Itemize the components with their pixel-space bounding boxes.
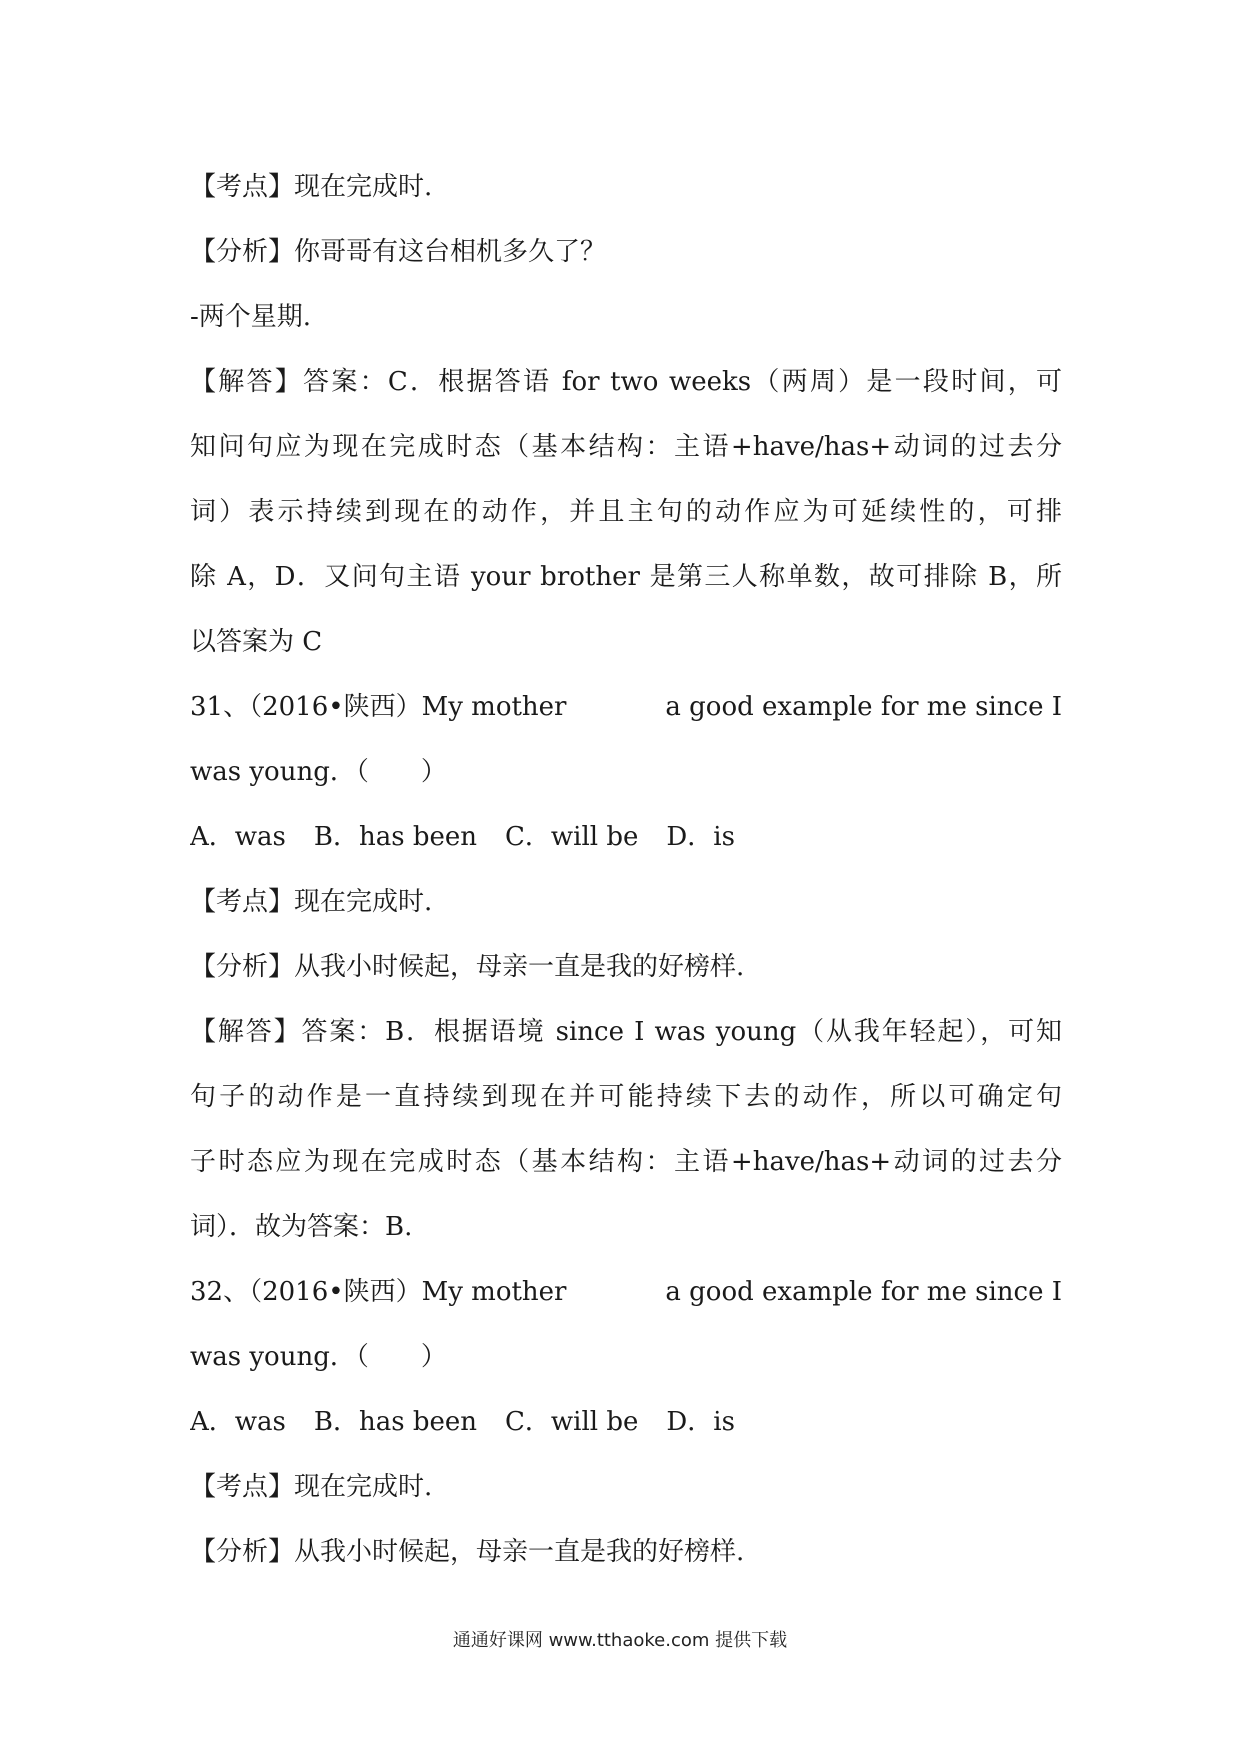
option-a: A．was	[190, 1407, 286, 1437]
jieda-line: 【解答】答案：C．根据答语 for two weeks（两周）是一段时间，可	[190, 367, 1062, 397]
fenxi-line: 【分析】从我小时候起，母亲一直是我的好榜样.	[190, 1537, 745, 1567]
option-a: A．was	[190, 822, 286, 852]
question-31-stem-cont: was young．（ ）	[190, 757, 447, 787]
jieda-line: 词）表示持续到现在的动作，并且主句的动作应为可延续性的，可排	[190, 497, 1062, 527]
question-stem-left: 32、（2016•陕西）My mother	[190, 1277, 567, 1307]
fenxi-line: 【分析】你哥哥有这台相机多久了？	[190, 237, 607, 267]
question-31-stem	[190, 675, 1062, 740]
question-stem-right: a good example for me since I	[665, 1277, 1062, 1307]
option-d: D．is	[666, 822, 735, 852]
question-stem-left: 31、（2016•陕西）My mother	[190, 692, 567, 722]
option-b: B．has been	[313, 1407, 478, 1437]
page-footer: 通通好课网 www.tthaoke.com 提供下载	[452, 1630, 788, 1651]
question-stem-right: a good example for me since I	[665, 692, 1062, 722]
option-b: B．has been	[313, 822, 478, 852]
fenxi-line: 【分析】从我小时候起，母亲一直是我的好榜样.	[190, 952, 745, 982]
jieda-line: 除 A，D．又问句主语 your brother 是第三人称单数，故可排除 B，所	[190, 562, 1062, 592]
question-32-stem-cont: was young．（ ）	[190, 1342, 447, 1372]
jieda-line: 子时态应为现在完成时态（基本结构：主语+have/has+动词的过去分	[190, 1147, 1062, 1177]
option-c: C．will be	[505, 822, 639, 852]
option-c: C．will be	[505, 1407, 639, 1437]
kaodian-line: 【考点】现在完成时.	[190, 172, 433, 202]
question-31-options	[190, 805, 1062, 870]
jieda-line: 以答案为 C	[190, 627, 323, 657]
document-body	[190, 155, 1062, 1585]
kaodian-line: 【考点】现在完成时.	[190, 887, 433, 917]
option-d: D．is	[666, 1407, 735, 1437]
fenxi-answer-line: -两个星期.	[190, 302, 312, 332]
question-32-options	[190, 1390, 1062, 1455]
question-32-stem	[190, 1260, 1062, 1325]
jieda-line: 词）．故为答案：B.	[190, 1212, 413, 1242]
jieda-line: 知问句应为现在完成时态（基本结构：主语+have/has+动词的过去分	[190, 432, 1062, 462]
jieda-line: 【解答】答案：B．根据语境 since I was young（从我年轻起），可知	[190, 1017, 1062, 1047]
jieda-line: 句子的动作是一直持续到现在并可能持续下去的动作，所以可确定句	[190, 1082, 1062, 1112]
kaodian-line: 【考点】现在完成时.	[190, 1472, 433, 1502]
